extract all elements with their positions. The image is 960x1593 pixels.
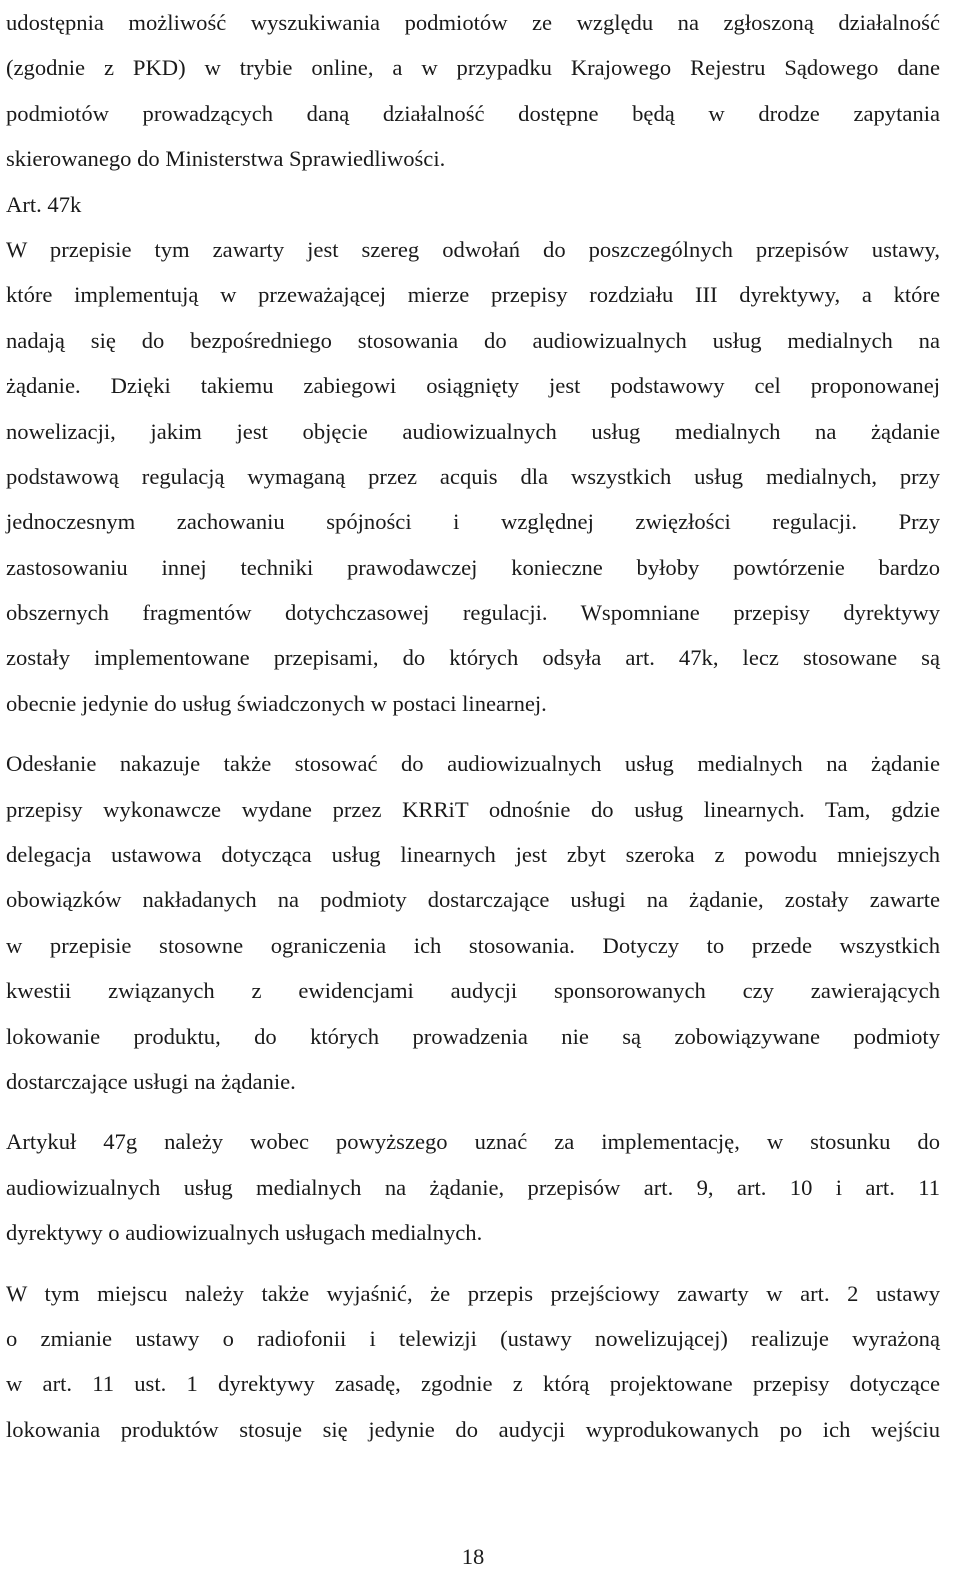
article-heading: Art. 47k [6, 191, 82, 217]
text-line: (zgodnie z PKD) w trybie online, a w przypadku Krajowego Rejestru Sądowego dane [6, 55, 940, 81]
text-line: obowiązków nakładanych na podmioty dostarczające usługi na żądanie, zostały zawarte [6, 887, 940, 913]
document-body [6, 0, 940, 1452]
text-line: o zmianie ustawy o radiofonii i telewizji (ustawy nowelizującej) realizuje wyrażoną [6, 1325, 940, 1351]
text-line: zastosowaniu innej techniki prawodawczej konieczne byłoby powtórzenie bardzo [6, 554, 940, 580]
paragraph-article-47k [6, 227, 940, 726]
paragraph-intro [6, 0, 940, 182]
paragraph-gap [6, 1104, 940, 1119]
text-line: w przepisie stosowne ograniczenia ich stosowania. Dotyczy to przede wszystkich [6, 932, 940, 958]
page-number: 18 [461, 1544, 485, 1569]
text-line: dostarczające usługi na żądanie. [6, 1068, 296, 1094]
paragraph-referral [6, 741, 940, 1104]
document-page [6, 0, 940, 1452]
text-line: podstawową regulacją wymaganą przez acquis dla wszystkich usług medialnych, przy [6, 463, 940, 489]
text-line: W tym miejscu należy także wyjaśnić, że przepis przejściowy zawarty w art. 2 ustawy [6, 1280, 940, 1306]
text-line: delegacja ustawowa dotycząca usług linearnych jest zbyt szeroka z powodu mniejszych [6, 842, 940, 868]
text-line: nowelizacji, jakim jest objęcie audiowizualnych usług medialnych na żądanie [6, 418, 940, 444]
text-line: dyrektywy o audiowizualnych usługach medialnych. [6, 1220, 483, 1246]
text-line: obecnie jedynie do usług świadczonych w postaci linearnej. [6, 690, 547, 716]
text-line: udostępnia możliwość wyszukiwania podmiotów ze względu na zgłoszoną działalność [6, 10, 940, 35]
text-line: Artykuł 47g należy wobec powyższego uznać za implementację, w stosunku do [6, 1129, 940, 1155]
text-line: lokowania produktów stosuje się jedynie do audycji wyprodukowanych po ich wejściu [6, 1416, 940, 1442]
text-line: audiowizualnych usług medialnych na żądanie, przepisów art. 9, art. 10 i art. 11 [6, 1174, 940, 1200]
text-line: w art. 11 ust. 1 dyrektywy zasadę, zgodnie z którą projektowane przepisy dotyczące [6, 1371, 940, 1397]
paragraph-gap [6, 1256, 940, 1271]
text-line: lokowanie produktu, do których prowadzenia nie są zobowiązywane podmioty [6, 1023, 940, 1049]
text-line: Odesłanie nakazuje także stosować do audiowizualnych usług medialnych na żądanie [6, 751, 940, 777]
paragraph-article-47g [6, 1119, 940, 1255]
text-line: jednoczesnym zachowaniu spójności i względnej zwięzłości regulacji. Przy [6, 509, 940, 535]
text-line: które implementują w przeważającej mierze przepisy rozdziału III dyrektywy, a które [6, 282, 940, 308]
text-line: zostały implementowane przepisami, do których odsyła art. 47k, lecz stosowane są [6, 645, 940, 671]
text-line: obszernych fragmentów dotychczasowej regulacji. Wspomniane przepisy dyrektywy [6, 600, 940, 626]
text-line: żądanie. Dzięki takiemu zabiegowi osiągnięty jest podstawowy cel proponowanej [6, 373, 940, 399]
text-line: W przepisie tym zawarty jest szereg odwołań do poszczególnych przepisów ustawy, [6, 236, 940, 262]
text-line: skierowanego do Ministerstwa Sprawiedliwości. [6, 146, 446, 172]
paragraph-gap [6, 726, 940, 741]
text-line: nadają się do bezpośredniego stosowania do audiowizualnych usług medialnych na [6, 327, 940, 353]
text-line: przepisy wykonawcze wydane przez KRRiT odnośnie do usług linearnych. Tam, gdzie [6, 796, 940, 822]
text-line: podmiotów prowadzących daną działalność dostępne będą w drodze zapytania [6, 100, 940, 126]
text-line: kwestii związanych z ewidencjami audycji sponsorowanych czy zawierających [6, 978, 940, 1004]
paragraph-transitional [6, 1271, 940, 1453]
